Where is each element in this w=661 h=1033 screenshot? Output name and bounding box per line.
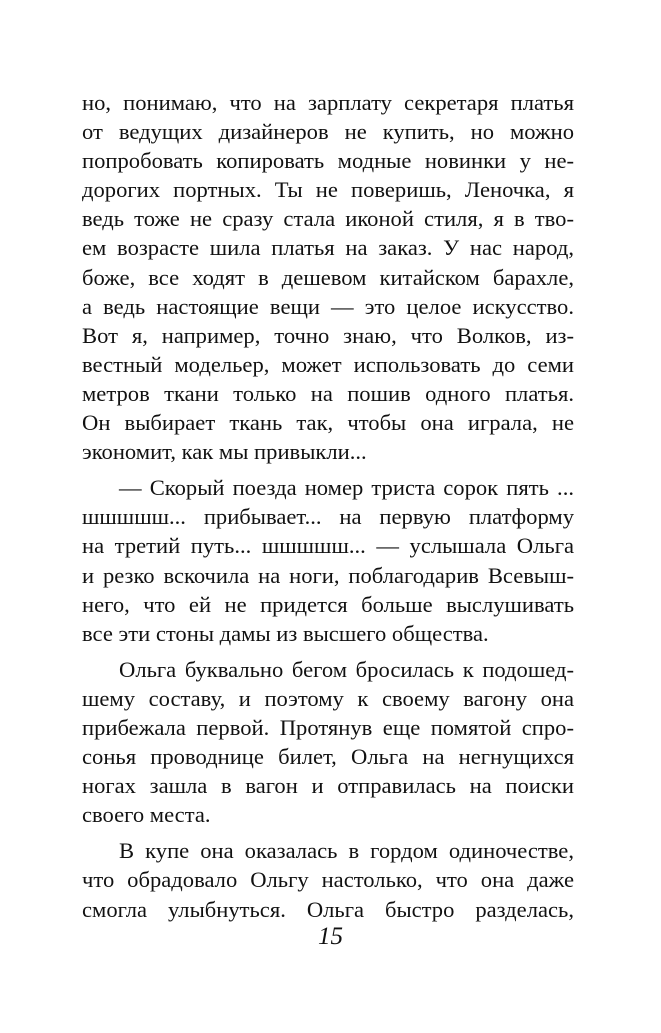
book-page-text bbox=[82, 88, 574, 924]
text-line: но, понимаю, что на зарплату секретаря платья bbox=[82, 90, 574, 115]
text-line: Вот я, например, точно знаю, что Волков, из- bbox=[82, 322, 574, 348]
text-line: что обрадовало Ольгу настолько, что она даже bbox=[82, 867, 574, 893]
text-line: своего места. bbox=[82, 802, 211, 828]
text-line: все эти стоны дамы из высшего общества. bbox=[82, 620, 489, 646]
text-line: экономит, как мы привыкли... bbox=[82, 439, 367, 465]
text-line: метров ткани только на пошив одного платья. bbox=[82, 380, 574, 406]
paragraph bbox=[82, 836, 574, 923]
text-line: ведь тоже не сразу стала иконой стиля, я в тво- bbox=[82, 206, 574, 232]
text-line: и резко вскочила на ноги, поблагодарив Всевыш- bbox=[82, 562, 574, 588]
text-line: ногах зашла в вагон и отправилась на поиски bbox=[82, 773, 574, 799]
text-line: шему составу, и поэтому к своему вагону она bbox=[82, 685, 574, 711]
text-line: Он выбирает ткань так, чтобы она играла, не bbox=[82, 410, 574, 436]
page-number: 15 bbox=[318, 923, 343, 950]
text-line: вестный модельер, может использовать до семи bbox=[82, 351, 574, 377]
text-line: прибежала первой. Протянув еще помятой спро- bbox=[82, 714, 574, 740]
paragraph-gap bbox=[82, 466, 574, 473]
text-line: него, что ей не придется больше выслушивать bbox=[82, 591, 574, 617]
text-line: сонья проводнице билет, Ольга на негнущихся bbox=[82, 744, 574, 770]
text-line: а ведь настоящие вещи — это целое искусство. bbox=[82, 293, 574, 319]
text-line: Ольга буквально бегом бросилась к подошед- bbox=[119, 656, 574, 682]
paragraph-gap bbox=[82, 648, 574, 655]
text-line: ем возрасте шила платья на заказ. У нас народ, bbox=[82, 235, 574, 261]
text-line: смогла улыбнуться. Ольга быстро разделась, bbox=[82, 896, 574, 922]
text-line: попробовать копировать модные новинки у не- bbox=[82, 148, 574, 174]
paragraph bbox=[82, 88, 574, 466]
paragraph bbox=[82, 473, 574, 648]
text-line: дорогих портных. Ты не поверишь, Леночка, я bbox=[82, 177, 574, 203]
text-line: боже, все ходят в дешевом китайском барахле, bbox=[82, 264, 574, 290]
text-line: — Скорый поезда номер триста сорок пять ... bbox=[119, 475, 574, 501]
text-line: на третий путь... шшшшш... — услышала Ольга bbox=[82, 533, 574, 559]
text-line: шшшшш... прибывает... на первую платформу bbox=[82, 504, 574, 530]
text-line: В купе она оказалась в гордом одиночестве, bbox=[119, 838, 574, 864]
paragraph-gap bbox=[82, 829, 574, 836]
paragraph bbox=[82, 655, 574, 830]
text-line: от ведущих дизайнеров не купить, но можно bbox=[82, 119, 574, 145]
